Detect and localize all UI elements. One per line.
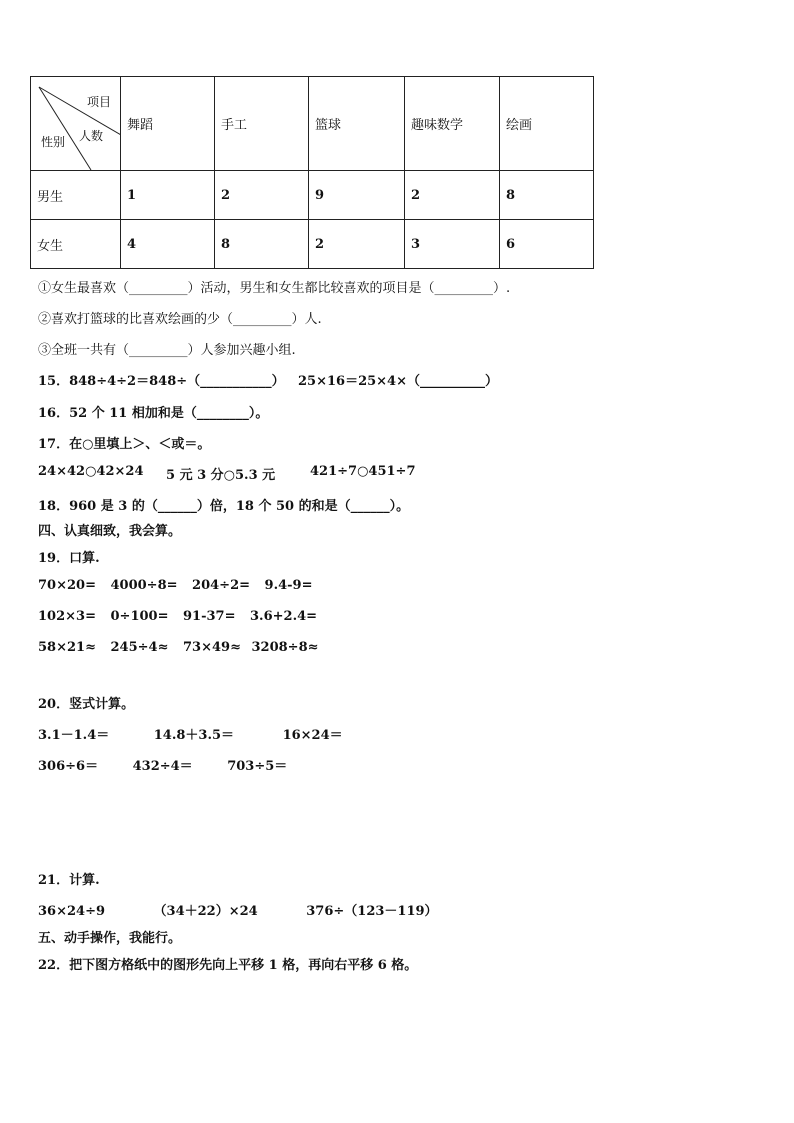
oral-item: 70×20= (38, 578, 96, 593)
section-4-title: 四、认真细致，我会算。 (38, 524, 182, 539)
question-2: ②喜欢打篮球的比喜欢绘画的少（_________）人. (38, 312, 322, 327)
table-cell: 8 (500, 171, 594, 220)
table-cell: 9 (309, 171, 405, 220)
question-3: ③全班一共有（_________）人参加兴趣小组. (38, 343, 296, 358)
calc-item: 36×24÷9 (38, 904, 106, 919)
table-corner-cell (31, 77, 121, 171)
question-22: 22．把下图方格纸中的图形先向上平移 1 格，再向右平移 6 格。 (38, 958, 418, 973)
table-cell: 6 (500, 220, 594, 269)
table-cell: 8 (215, 220, 309, 269)
oral-item: 73×49≈ (183, 640, 241, 655)
header-painting: 绘画 (500, 77, 594, 171)
calc-item: 376÷（123－119） (306, 904, 438, 919)
question-17c: 421÷7○451÷7 (310, 464, 416, 479)
oral-item: 204÷2= (192, 578, 251, 593)
vertical-calc-row-2 (38, 755, 287, 774)
oral-row-1 (38, 578, 313, 593)
calc-item: 3.1－1.4＝ (38, 728, 110, 743)
question-17a: 24×42○42×24 (38, 464, 144, 479)
corner-diagonal-lines (31, 77, 121, 170)
calc-item: （34＋22）×24 (153, 904, 258, 919)
table-cell: 3 (405, 220, 500, 269)
header-basketball: 篮球 (309, 77, 405, 171)
header-dance: 舞蹈 (121, 77, 215, 171)
question-1: ①女生最喜欢（_________）活动，男生和女生都比较喜欢的项目是（_________）. (38, 281, 511, 296)
calc-item: 703÷5＝ (227, 759, 288, 774)
question-20: 20．竖式计算。 (38, 697, 135, 712)
corner-label-gender: 性别 (41, 135, 66, 149)
oral-item: 91-37= (183, 609, 236, 624)
row-label-boys: 男生 (31, 171, 121, 220)
header-handcraft: 手工 (215, 77, 309, 171)
question-15b: 25×16＝25×4×（__________） (298, 374, 498, 389)
question-21: 21．计算. (38, 873, 100, 888)
header-fun-math: 趣味数学 (405, 77, 500, 171)
question-16: 16．52 个 11 相加和是（________）。 (38, 406, 269, 421)
table-cell: 1 (121, 171, 215, 220)
corner-label-item: 项目 (87, 95, 112, 109)
question-18: 18．960 是 3 的（______）倍，18 个 50 的和是（______）。 (38, 499, 410, 514)
calc-item: 16×24＝ (282, 728, 343, 743)
question-17: 17．在○里填上＞、＜或＝。 (38, 437, 211, 452)
row-label-girls: 女生 (31, 220, 121, 269)
corner-label-count: 人数 (79, 129, 104, 143)
table-cell: 2 (215, 171, 309, 220)
calc-item: 432÷4＝ (132, 759, 193, 774)
oral-item: 9.4-9= (264, 578, 313, 593)
table-cell: 4 (121, 220, 215, 269)
oral-item: 245÷4≈ (110, 640, 169, 655)
oral-item: 0÷100= (110, 609, 169, 624)
oral-item: 102×3= (38, 609, 96, 624)
table-cell: 2 (405, 171, 500, 220)
question-15a: 15．848÷4÷2＝848÷（___________） (38, 374, 285, 389)
calc-item: 306÷6＝ (38, 759, 99, 774)
oral-item: 58×21≈ (38, 640, 96, 655)
table-cell: 2 (309, 220, 405, 269)
question-19: 19．口算. (38, 551, 100, 566)
question-17b: 5 元 3 分○5.3 元 (166, 468, 276, 483)
calc-item: 14.8＋3.5＝ (153, 728, 235, 743)
interest-group-table (30, 76, 594, 269)
oral-item: 3.6+2.4= (250, 609, 318, 624)
oral-item: 4000÷8= (110, 578, 178, 593)
oral-row-2 (38, 609, 317, 624)
calc-row (38, 900, 438, 919)
oral-row-3 (38, 640, 319, 655)
section-5-title: 五、动手操作，我能行。 (38, 931, 182, 946)
vertical-calc-row-1 (38, 724, 343, 743)
oral-item: 3208÷8≈ (251, 640, 319, 655)
